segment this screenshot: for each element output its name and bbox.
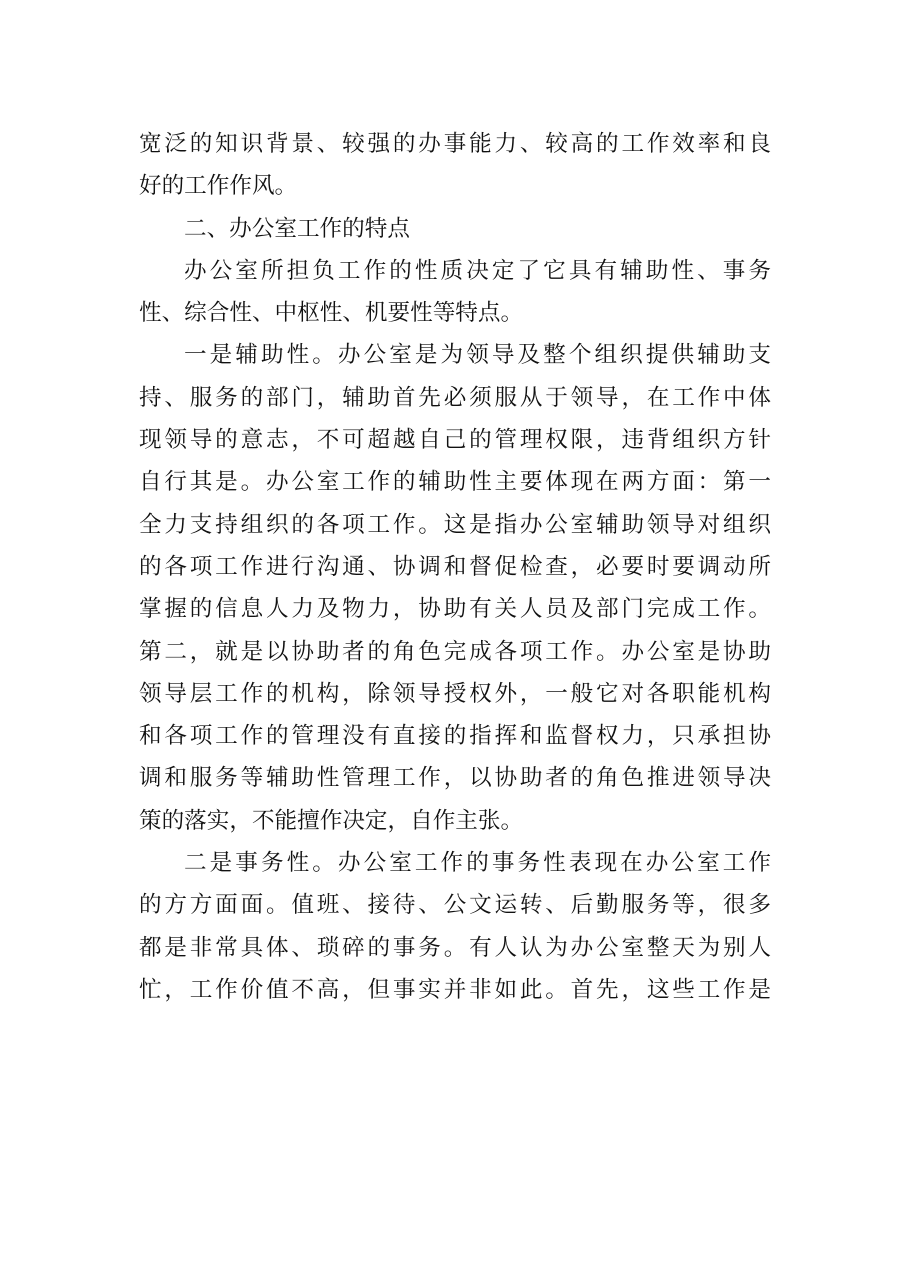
paragraph bbox=[139, 842, 771, 1011]
text-line: 宽泛的知识背景、较强的办事能力、较高的工作效率和良 bbox=[139, 131, 771, 157]
paragraph bbox=[139, 334, 771, 842]
text-line: 第二，就是以协助者的角色完成各项工作。办公室是协助 bbox=[139, 638, 771, 665]
text-line: 的各项工作进行沟通、协调和督促检查，必要时要调动所 bbox=[139, 553, 771, 580]
text-line: 现领导的意志，不可超越自己的管理权限，违背组织方针 bbox=[139, 427, 771, 454]
section-heading bbox=[139, 208, 771, 250]
text-line: 好的工作作风。 bbox=[139, 173, 298, 200]
text-line: 性、综合性、中枢性、机要性等特点。 bbox=[139, 300, 524, 327]
text-line: 策的落实，不能擅作决定，自作主张。 bbox=[139, 807, 524, 834]
text-line: 领导层工作的机构，除领导授权外，一般它对各职能机构 bbox=[139, 680, 771, 707]
text-line: 掌握的信息人力及物力，协助有关人员及部门完成工作。 bbox=[139, 596, 771, 623]
text-line: 一是辅助性。办公室是为领导及整个组织提供辅助支 bbox=[184, 342, 771, 369]
paragraph bbox=[139, 250, 771, 335]
text-line: 调和服务等辅助性管理工作，以协助者的角色推进领导决 bbox=[139, 765, 771, 792]
text-line: 二是事务性。办公室工作的事务性表现在办公室工作 bbox=[184, 850, 771, 877]
text-line: 全力支持组织的各项工作。这是指办公室辅助领导对组织 bbox=[139, 511, 771, 538]
section-heading-text: 二、办公室工作的特点 bbox=[184, 215, 410, 242]
text-line: 都是非常具体、琐碎的事务。有人认为办公室整天为别人 bbox=[139, 934, 771, 961]
document-body bbox=[139, 123, 771, 1011]
text-line: 持、服务的部门，辅助首先必须服从于领导，在工作中体 bbox=[139, 384, 771, 411]
text-line: 办公室所担负工作的性质决定了它具有辅助性、事务 bbox=[184, 257, 771, 284]
paragraph bbox=[139, 123, 771, 208]
text-line: 忙，工作价值不高，但事实并非如此。首先，这些工作是 bbox=[139, 976, 771, 1003]
text-line: 的方方面面。值班、接待、公文运转、后勤服务等，很多 bbox=[139, 892, 771, 919]
text-line: 自行其是。办公室工作的辅助性主要体现在两方面：第一 bbox=[139, 469, 771, 496]
text-line: 和各项工作的管理没有直接的指挥和监督权力，只承担协 bbox=[139, 723, 771, 750]
